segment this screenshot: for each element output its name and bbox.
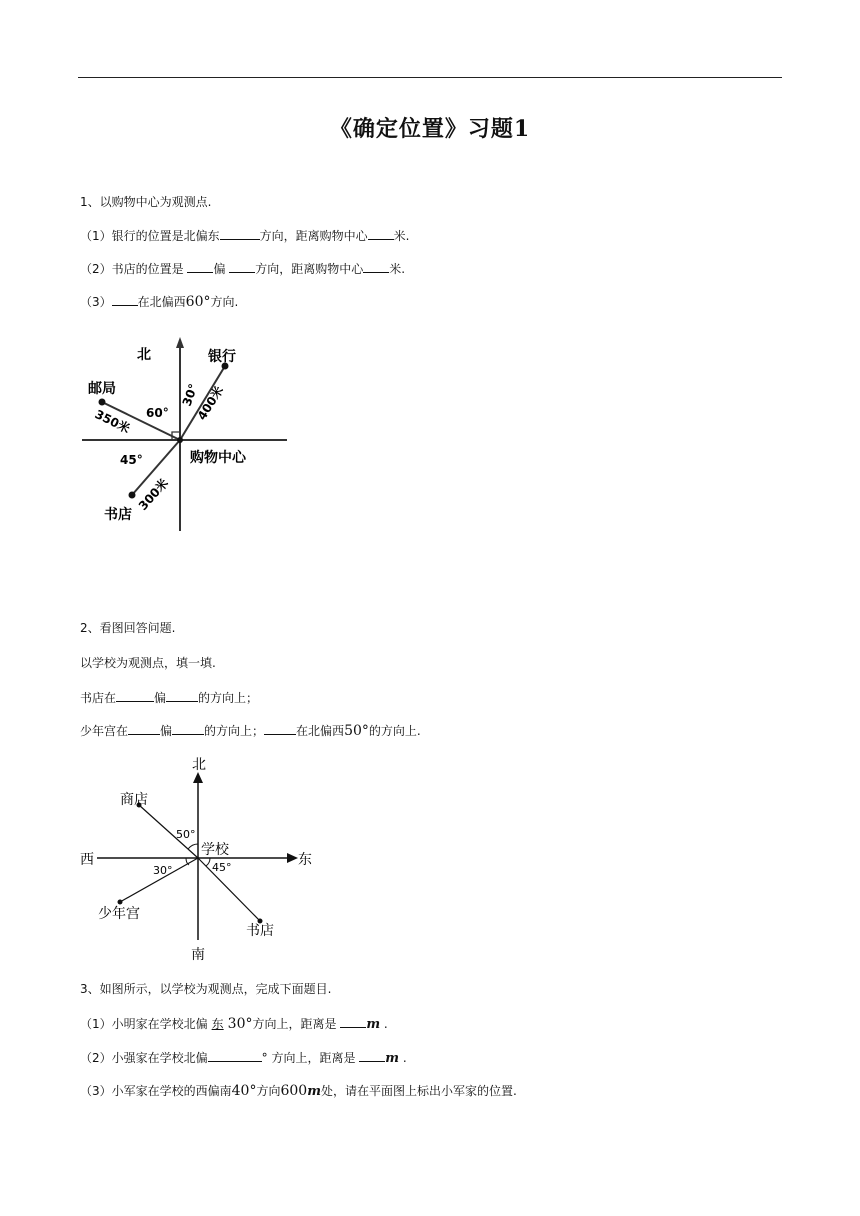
blank[interactable] xyxy=(220,227,260,240)
blank[interactable] xyxy=(363,260,389,273)
bookstore-point xyxy=(129,492,136,499)
page-title: 《确定位置》习题1 xyxy=(329,116,531,142)
q1-part3: （3） 在北偏西60°方向. xyxy=(80,294,239,310)
bank-label: 银行 xyxy=(208,349,236,365)
q1-part2: （2）书店的位置是 偏 方向，距离购物中心 米. xyxy=(80,262,406,276)
q3-part3: （3）小军家在学校的西偏南40°方向600m处，请在平面图上标出小军家的位置. xyxy=(80,1083,517,1099)
center-point xyxy=(177,437,183,443)
blank[interactable] xyxy=(128,722,160,735)
store-label: 商店 xyxy=(120,792,148,808)
q2-subtitle: 以学校为观测点，填一填. xyxy=(80,656,216,670)
blank[interactable] xyxy=(112,293,138,306)
shop-center-label: 购物中心 xyxy=(190,450,246,466)
q2-direction-figure xyxy=(76,752,320,966)
school-label: 学校 xyxy=(201,842,229,858)
blank[interactable] xyxy=(340,1015,366,1028)
blank[interactable] xyxy=(229,260,255,273)
angle-30-label: 30° xyxy=(179,381,201,409)
post-point xyxy=(99,399,106,406)
blank[interactable] xyxy=(166,689,198,702)
angle-30-label: 30° xyxy=(153,864,173,877)
q2-stem: 2、看图回答问题. xyxy=(80,621,176,635)
post-label: 邮局 xyxy=(88,381,116,397)
blank[interactable] xyxy=(359,1049,385,1062)
q2-line2: 少年宫在 偏 的方向上； 在北偏西50°的方向上. xyxy=(80,723,421,739)
bank-distance: 400米 xyxy=(194,383,227,423)
north-label: 北 xyxy=(137,347,151,363)
bookstore-label: 书店 xyxy=(246,923,274,939)
bookstore-label: 书店 xyxy=(104,507,132,523)
angle-50-label: 50° xyxy=(176,828,196,841)
youth-label: 少年宫 xyxy=(98,906,140,922)
filled-blank: 东 xyxy=(211,1017,224,1031)
angle-60-label: 60° xyxy=(146,406,169,420)
angle-45-label: 45° xyxy=(212,861,232,874)
west-label: 西 xyxy=(80,852,94,868)
blank[interactable] xyxy=(208,1049,262,1062)
south-label: 南 xyxy=(191,947,205,963)
angle-45-label: 45° xyxy=(120,453,143,467)
north-arrow-icon xyxy=(193,772,203,783)
bookstore-distance: 300米 xyxy=(135,476,172,514)
q3-part2: （2）小强家在学校北偏 ° 方向上，距离是 m . xyxy=(80,1051,407,1066)
angle-45-arc xyxy=(206,858,210,866)
north-label: 北 xyxy=(192,757,206,773)
angle-50-arc xyxy=(188,844,198,849)
q3-stem: 3、如图所示，以学校为观测点，完成下面题目. xyxy=(80,982,332,996)
blank[interactable] xyxy=(172,722,204,735)
q3-part1: （1）小明家在学校北偏 东 30°方向上，距离是 m . xyxy=(80,1016,388,1032)
youth-point xyxy=(118,900,123,905)
q1-direction-figure xyxy=(80,335,292,535)
post-distance: 350米 xyxy=(92,407,133,436)
east-label: 东 xyxy=(298,852,312,868)
blank[interactable] xyxy=(116,689,154,702)
north-arrow-icon xyxy=(176,337,184,348)
q1-stem: 1、以购物中心为观测点. xyxy=(80,195,212,209)
blank[interactable] xyxy=(264,722,296,735)
blank[interactable] xyxy=(368,227,394,240)
q2-line1: 书店在 偏 的方向上； xyxy=(80,691,259,705)
blank[interactable] xyxy=(187,260,213,273)
header-rule xyxy=(78,77,782,78)
east-arrow-icon xyxy=(287,853,298,863)
q1-part1: （1）银行的位置是北偏东 方向，距离购物中心 米. xyxy=(80,229,410,243)
